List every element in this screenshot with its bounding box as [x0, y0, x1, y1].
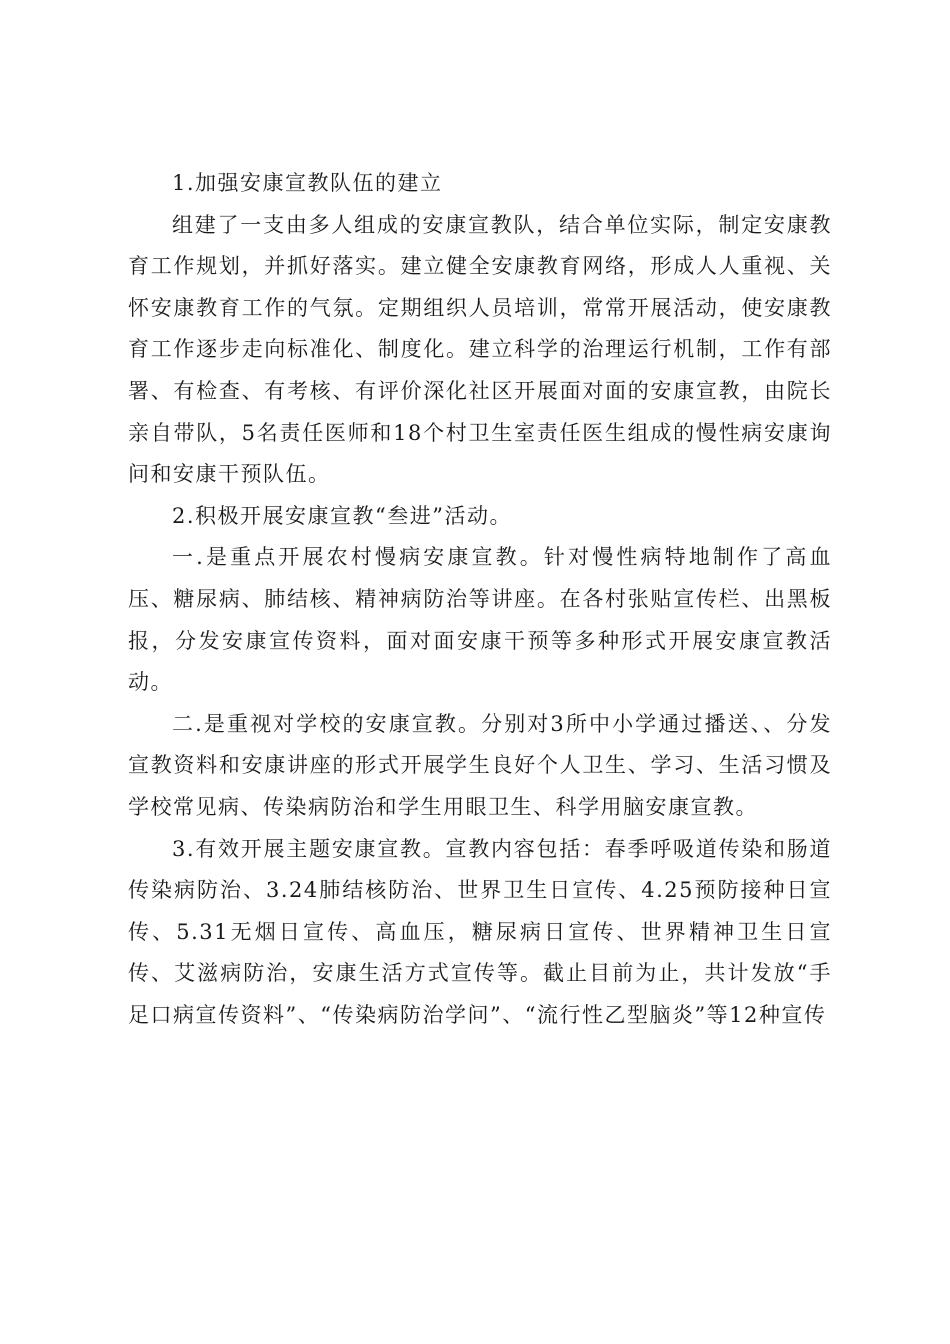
heading-team-building: 1.加强安康宣教队伍的建立 [172, 171, 443, 195]
paragraph-team-description: 组建了一支由多人组成的安康宣教队，结合单位实际，制定安康教育工作规划，并抓好落实。建立健全安康教育网络，形成人人重视、关怀安康教育工作的气氛。定期组织人员培训，常常开展活动，使安康教育工作逐步走向标准化、制度化。建立科学的治理运行机制，工作有部署、有检查、有考核、有评价深化社区开展面对面的安康宣教，由院长亲自带队，5名责任医师和18个村卫生室责任医生组成的慢性病安康询问和安康干预队伍。 [128, 212, 832, 487]
document-body [128, 163, 832, 1036]
heading-three-into-activity: 2.积极开展安康宣教“叁进”活动。 [172, 503, 513, 528]
paragraph-theme-education: 3.有效开展主题安康宣教。宣教内容包括：春季呼吸道传染和肠道传染病防治、3.24肺结核防治、世界卫生日宣传、4.25预防接种日宣传、5.31无烟日宣传、高血压，糖尿病日宣传、世界精神卫生日宣传、艾滋病防治，安康生活方式宣传等。截止目前为止，共计发放“手足口病宣传资料”、“传染病防治学问”、“流行性乙型脑炎”等12种宣传 [128, 836, 832, 1027]
paragraph-rural-chronic-disease: 一.是重点开展农村慢病安康宣教。针对慢性病特地制作了高血压、糖尿病、肺结核、精神病防治等讲座。在各村张贴宣传栏、出黑板报，分发安康宣传资料，面对面安康干预等多种形式开展安康宣教活动。 [128, 545, 832, 695]
paragraph-school-education: 二.是重视对学校的安康宣教。分别对3所中小学通过播送、、分发宣教资料和安康讲座的形式开展学生良好个人卫生、学习、生活习惯及学校常见病、传染病防治和学生用眼卫生、科学用脑安康宣教。 [128, 711, 832, 819]
